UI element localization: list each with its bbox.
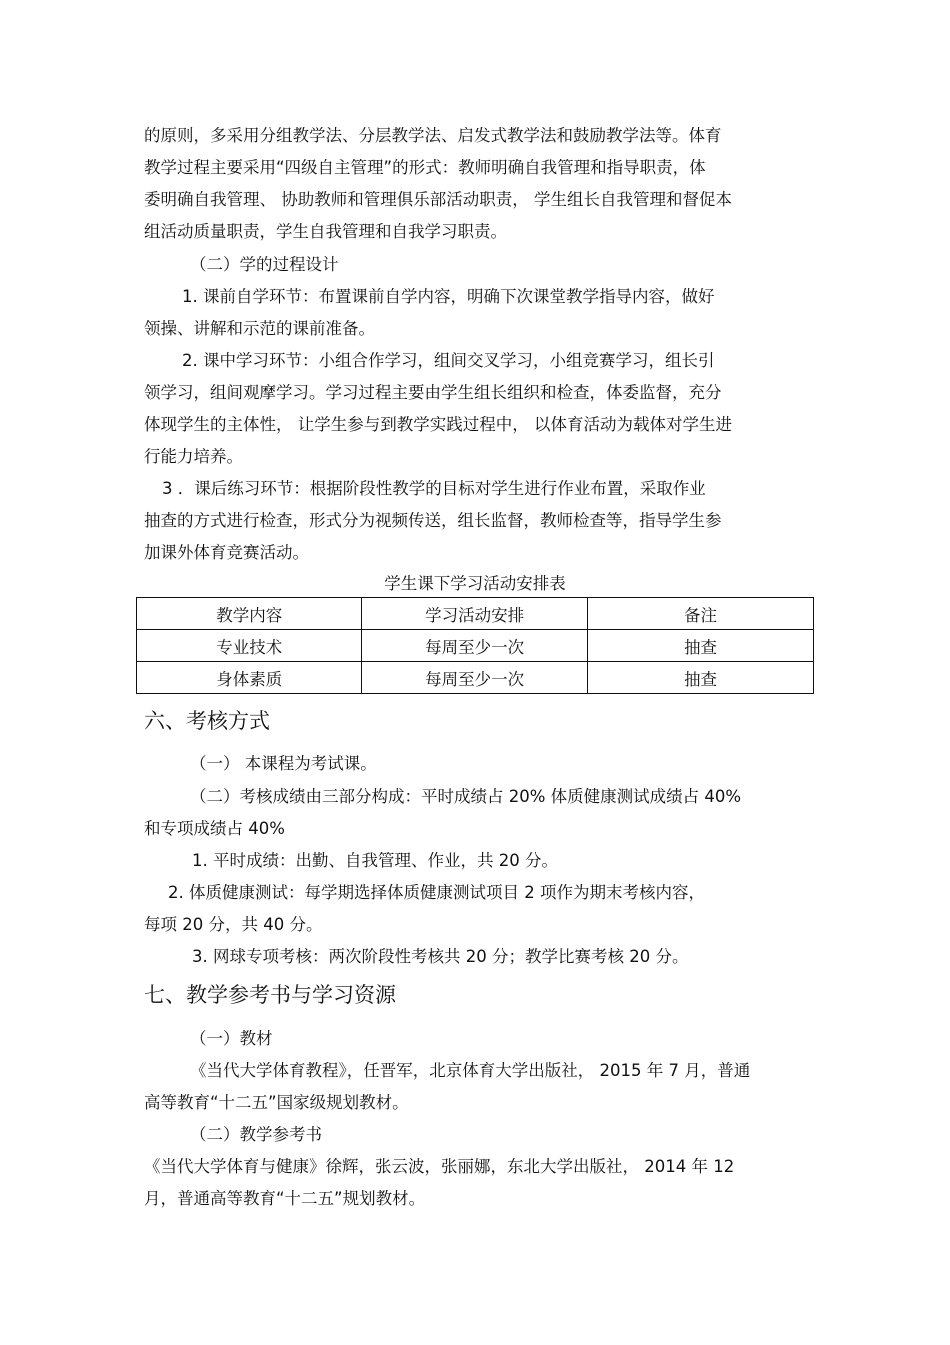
step2-line-1: 2. 课中学习环节：小组合作学习，组间交叉学习，小组竞赛学习，组长引 [182, 351, 715, 370]
table-row [137, 630, 814, 662]
learning-heading: （二）学的过程设计 [190, 255, 339, 274]
assessment-line-3: 和专项成绩占 40% [144, 819, 285, 838]
table-cell: 每周至少一次 [362, 630, 587, 662]
table-header-row [137, 598, 814, 630]
table-cell: 抽查 [587, 662, 813, 694]
assessment-line-4: 1. 平时成绩：出勤、自我管理、作业，共 20 分。 [192, 851, 558, 870]
table-header-cell: 备注 [587, 598, 813, 630]
teaching-line-3: 委明确自我管理、 协助教师和管理俱乐部活动职责， 学生组长自我管理和督促本 [144, 190, 732, 209]
step1-line-1: 1. 课前自学环节：布置课前自学内容，明确下次课堂教学指导内容，做好 [182, 287, 715, 306]
step2-line-4: 行能力培养。 [144, 447, 243, 466]
teaching-line-1: 的原则，多采用分组教学法、分层教学法、启发式教学法和鼓励教学法等。体育 [144, 126, 722, 145]
assessment-heading: 六、考核方式 [144, 709, 270, 733]
table-header-cell: 教学内容 [137, 598, 362, 630]
table-cell: 专业技术 [137, 630, 362, 662]
assessment-line-2: （二）考核成绩由三部分构成：平时成绩占 20% 体质健康测试成绩占 40% [190, 787, 742, 806]
step3-line-1: 3 ．课后练习环节：根据阶段性教学的目标对学生进行作业布置，采取作业 [162, 479, 706, 498]
table-caption: 学生课下学习活动安排表 [384, 574, 566, 593]
step3-line-2: 抽查的方式进行检查，形式分为视频传送，组长监督，教师检查等，指导学生参 [144, 511, 722, 530]
table-cell: 身体素质 [137, 662, 362, 694]
textbook-line-2: 高等教育“十二五”国家级规划教材。 [144, 1093, 409, 1112]
assessment-line-1: （一） 本课程为考试课。 [190, 754, 377, 773]
teaching-line-2: 教学过程主要采用“四级自主管理”的形式：教师明确自我管理和指导职责，体 [144, 158, 706, 177]
step2-line-2: 领学习，组间观摩学习。学习过程主要由学生组长组织和检查，体委监督，充分 [144, 383, 722, 402]
table-cell: 每周至少一次 [362, 662, 587, 694]
textbook-heading: （一）教材 [190, 1029, 273, 1048]
assessment-line-7: 3. 网球专项考核：两次阶段性考核共 20 分；教学比赛考核 20 分。 [192, 947, 689, 966]
reference-heading: （二）教学参考书 [190, 1125, 322, 1144]
reference-line-1: 《当代大学体育与健康》徐辉，张云波，张丽娜，东北大学出版社， 2014 年 12 [144, 1157, 735, 1176]
table-header-cell: 学习活动安排 [362, 598, 587, 630]
assessment-line-5: 2. 体质健康测试：每学期选择体质健康测试项目 2 项作为期末考核内容， [168, 883, 705, 902]
resources-heading: 七、教学参考书与学习资源 [144, 983, 396, 1007]
step1-line-2: 领操、讲解和示范的课前准备。 [144, 319, 375, 338]
reference-line-2: 月，普通高等教育“十二五”规划教材。 [144, 1189, 426, 1208]
schedule-table [136, 597, 814, 694]
step2-line-3: 体现学生的主体性， 让学生参与到教学实践过程中， 以体育活动为载体对学生进 [144, 415, 732, 434]
teaching-line-4: 组活动质量职责，学生自我管理和自我学习职责。 [144, 222, 507, 241]
step3-line-3: 加课外体育竞赛活动。 [144, 543, 309, 562]
table-row [137, 662, 814, 694]
table-cell: 抽查 [587, 630, 813, 662]
assessment-line-6: 每项 20 分，共 40 分。 [144, 915, 323, 934]
textbook-line-1: 《当代大学体育教程》，任晋军，北京体育大学出版社， 2015 年 7 月，普通 [190, 1061, 751, 1080]
